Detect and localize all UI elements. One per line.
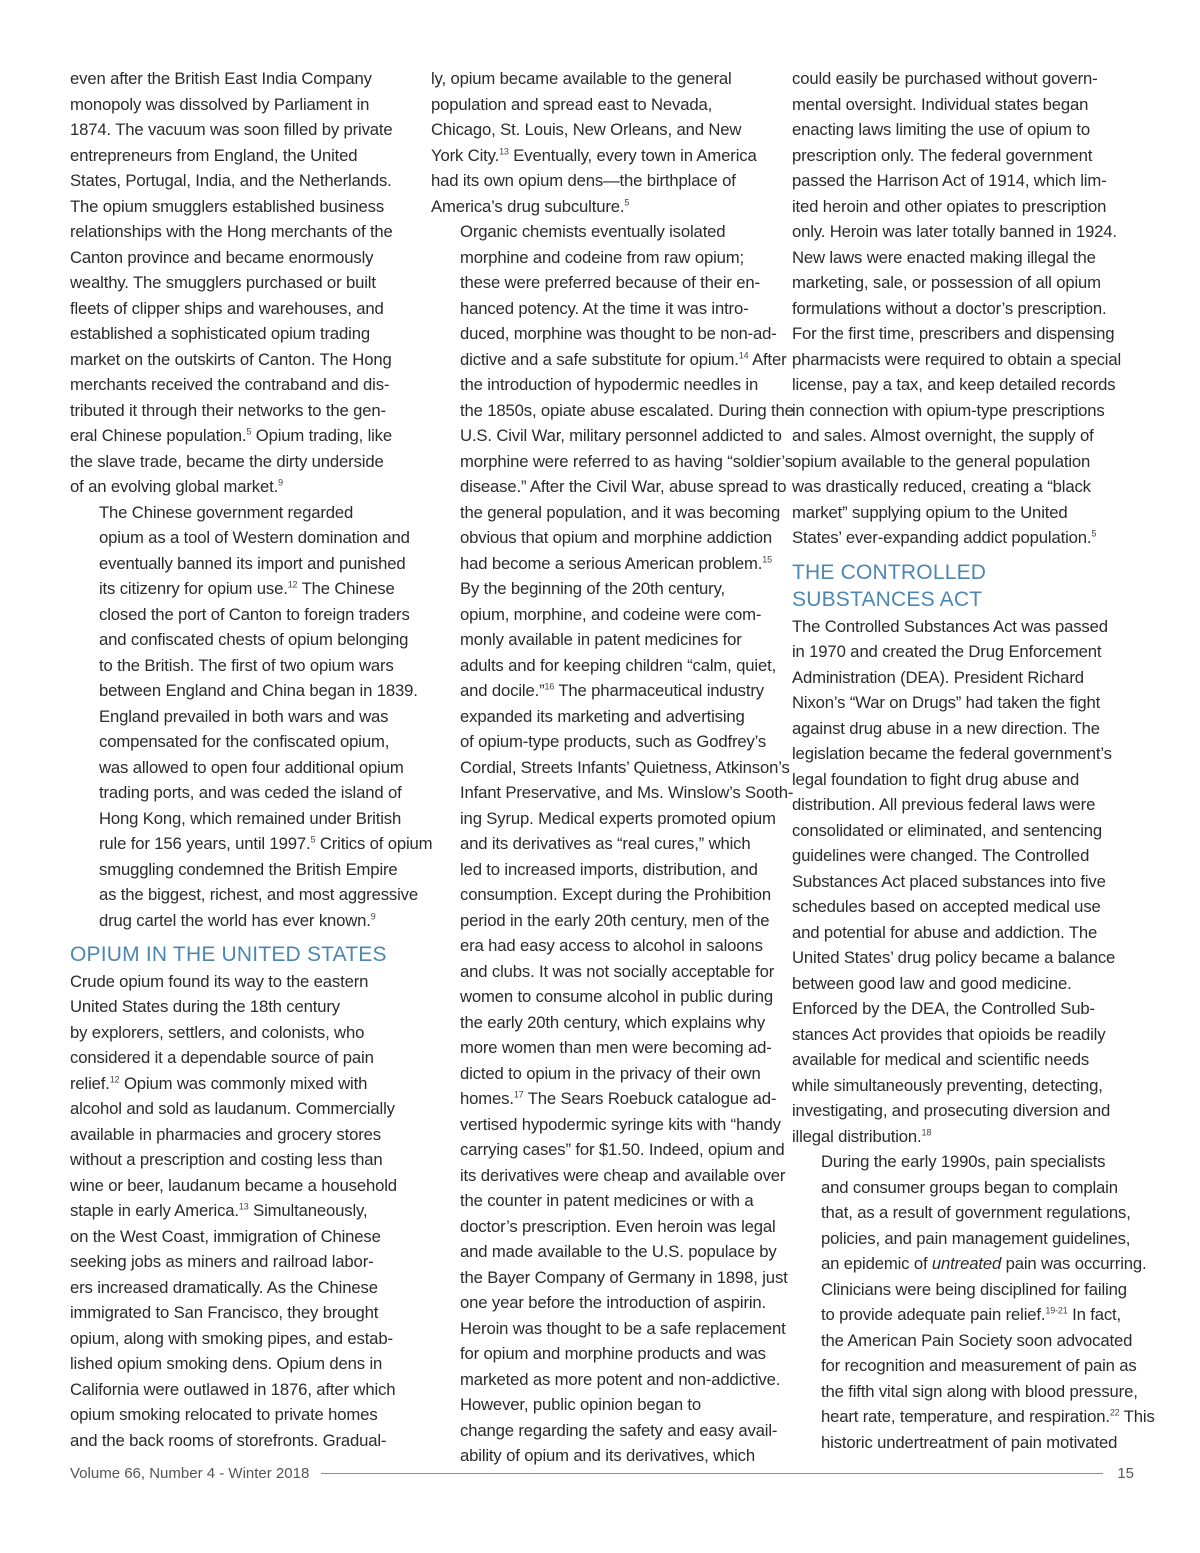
text-line: the Bayer Company of Germany in 1898, just bbox=[460, 1267, 788, 1287]
text-line: distribution. All previous federal laws were bbox=[792, 795, 1096, 814]
text-line: mental oversight. Individual states began bbox=[792, 94, 1089, 114]
text-line: established a sophisticated opium trading bbox=[70, 324, 370, 343]
text-line: eral Chinese population.$^5$ Opium trading, like bbox=[70, 426, 393, 445]
citation-ref: 19-21 bbox=[1045, 1305, 1068, 1316]
text-line: had its own opium dens—the birthplace of bbox=[431, 171, 736, 190]
text-line: disease.” After the Civil War, abuse spread to bbox=[460, 477, 787, 496]
text-line: guidelines were changed. The Controlled bbox=[792, 846, 1090, 865]
text-line: Heroin was thought to be a safe replacement bbox=[460, 1318, 786, 1338]
text-line: and the back rooms of storefronts. Gradual- bbox=[70, 1430, 387, 1450]
text-line: heart rate, temperature, and respiration.$^{22}$ This bbox=[821, 1407, 1155, 1426]
citation-ref: 5 bbox=[624, 196, 630, 207]
text-line: staple in early America.$^{13}$ Simultaneously, bbox=[70, 1201, 368, 1220]
text-line: had become a serious American problem.$^{15}$ bbox=[460, 553, 772, 573]
text-line: doctor’s prescription. Even heroin was legal bbox=[460, 1216, 776, 1236]
text-line: Nixon’s “War on Drugs” had taken the fight bbox=[792, 693, 1101, 712]
text-line: The Controlled Substances Act was passed bbox=[792, 616, 1108, 636]
text-line: marketing, sale, or possession of all opium bbox=[792, 273, 1101, 292]
text-line: Crude opium found its way to the eastern bbox=[70, 971, 369, 991]
text-line: ability of opium and its derivatives, which bbox=[460, 1446, 755, 1465]
text-line: illegal distribution.$^{18}$ bbox=[792, 1126, 932, 1146]
text-line: adults and for keeping children “calm, quiet, bbox=[460, 655, 777, 675]
text-line: formulations without a doctor’s prescription. bbox=[792, 298, 1107, 318]
text-line: eventually banned its import and punished bbox=[99, 553, 406, 573]
text-line: could easily be purchased without govern- bbox=[792, 69, 1098, 88]
text-line: the fifth vital sign along with blood pressure, bbox=[821, 1381, 1138, 1401]
text-line: to provide adequate pain relief.$^{19-21}$ In fact, bbox=[821, 1305, 1122, 1324]
text-line: drug cartel the world has ever known.$^9$ bbox=[99, 910, 376, 930]
citation-ref: 13 bbox=[499, 145, 509, 156]
text-line: and confiscated chests of opium belonging bbox=[99, 630, 409, 649]
text-line: obvious that opium and morphine addiction bbox=[460, 528, 773, 547]
text-line: of opium-type products, such as Godfrey’s bbox=[460, 732, 767, 751]
text-line: York City.$^{13}$ Eventually, every town in America bbox=[431, 145, 757, 165]
text-line: homes.$^{17}$ The Sears Roebuck catalogue ad- bbox=[460, 1089, 777, 1108]
text-line: against drug abuse in a new direction. The bbox=[792, 718, 1100, 738]
text-line: its derivatives were cheap and available over bbox=[460, 1165, 786, 1185]
citation-ref: 9 bbox=[278, 477, 283, 488]
text-line: and consumer groups began to complain bbox=[821, 1177, 1118, 1197]
citation-ref: 18 bbox=[921, 1126, 932, 1137]
text-line: carrying cases” for $1.50. Indeed, opium and bbox=[460, 1140, 785, 1159]
text-line: and sales. Almost overnight, the supply of bbox=[792, 426, 1094, 445]
text-line: U.S. Civil War, military personnel addicted to bbox=[460, 426, 782, 445]
text-line: legislation became the federal government’s bbox=[792, 744, 1112, 763]
text-line: Chicago, St. Louis, New Orleans, and New bbox=[431, 120, 742, 139]
paragraph bbox=[431, 576, 794, 1392]
text-line: marketed as more potent and non-addictive. bbox=[460, 1369, 781, 1389]
paragraph bbox=[792, 66, 1132, 551]
text-line: opium, morphine, and codeine were com- bbox=[460, 604, 762, 624]
page-footer bbox=[70, 1462, 1134, 1484]
text-line: merchants received the contraband and dis- bbox=[70, 375, 390, 394]
text-line: relationships with the Hong merchants of the bbox=[70, 222, 393, 241]
paragraph bbox=[70, 969, 412, 1454]
text-line: compensated for the confiscated opium, bbox=[99, 732, 390, 751]
text-line: Clinicians were being disciplined for failing bbox=[821, 1279, 1127, 1299]
paragraph bbox=[431, 219, 794, 576]
text-line: Substances Act placed substances into five bbox=[792, 871, 1106, 891]
text-line: dictive and a safe substitute for opium.$^{14}$ After bbox=[460, 349, 787, 369]
text-line: between England and China began in 1839. bbox=[99, 681, 418, 700]
article-column-2 bbox=[431, 66, 794, 1469]
text-line: the slave trade, became the dirty underside bbox=[70, 451, 384, 471]
text-line: in 1970 and created the Drug Enforcement bbox=[792, 642, 1102, 661]
text-line: 1874. The vacuum was soon filled by private bbox=[70, 120, 393, 139]
text-line: the introduction of hypodermic needles in bbox=[460, 375, 759, 394]
text-line: the American Pain Society soon advocated bbox=[821, 1330, 1133, 1350]
text-line: that, as a result of government regulations, bbox=[821, 1203, 1131, 1222]
text-line: change regarding the safety and easy avail- bbox=[460, 1420, 778, 1440]
text-line: even after the British East India Company bbox=[70, 69, 372, 88]
citation-ref: 5 bbox=[246, 426, 252, 437]
text-line: wine or beer, laudanum became a household bbox=[70, 1175, 397, 1195]
text-line: the 1850s, opiate abuse escalated. During the bbox=[460, 400, 794, 420]
text-line: an epidemic of untreated pain was occurring. bbox=[821, 1254, 1147, 1273]
text-line: closed the port of Canton to foreign traders bbox=[99, 604, 410, 624]
text-line: and clubs. It was not socially acceptable for bbox=[460, 961, 775, 981]
text-line: smuggling condemned the British Empire bbox=[99, 859, 398, 879]
paragraph bbox=[431, 66, 773, 219]
text-line: schedules based on accepted medical use bbox=[792, 897, 1101, 916]
text-line: California were outlawed in 1876, after which bbox=[70, 1379, 396, 1399]
citation-ref: 15 bbox=[762, 553, 772, 564]
text-line: its citizenry for opium use.$^{12}$ The Chinese bbox=[99, 579, 395, 598]
citation-ref: 5 bbox=[310, 834, 316, 845]
text-line: United States’ drug policy became a balance bbox=[792, 948, 1116, 967]
text-line: New laws were enacted making illegal the bbox=[792, 247, 1096, 267]
text-line: policies, and pain management guidelines, bbox=[821, 1228, 1131, 1248]
text-line: by explorers, settlers, and colonists, who bbox=[70, 1022, 365, 1042]
text-line: Enforced by the DEA, the Controlled Sub- bbox=[792, 999, 1095, 1018]
text-line: these were preferred because of their en- bbox=[460, 273, 760, 292]
text-line: Cordial, Streets Infants’ Quietness, Atkinson’s bbox=[460, 757, 790, 777]
text-line: ers increased dramatically. As the Chinese bbox=[70, 1277, 378, 1297]
text-line: for recognition and measurement of pain as bbox=[821, 1356, 1137, 1375]
text-line: era had easy access to alcohol in saloons bbox=[460, 936, 763, 955]
text-line: monopoly was dissolved by Parliament in bbox=[70, 94, 370, 114]
text-line: ited heroin and other opiates to prescription bbox=[792, 196, 1107, 216]
text-line: market” supplying opium to the United bbox=[792, 502, 1068, 522]
text-line: During the early 1990s, pain specialists bbox=[821, 1152, 1106, 1171]
text-line: ing Syrup. Medical experts promoted opium bbox=[460, 808, 776, 828]
text-line: morphine and codeine from raw opium; bbox=[460, 247, 744, 267]
text-line: one year before the introduction of aspirin. bbox=[460, 1293, 767, 1312]
text-line: the early 20th century, which explains why bbox=[460, 1012, 766, 1032]
text-line: while simultaneously preventing, detecting, bbox=[792, 1075, 1103, 1095]
emphasis: untreated bbox=[931, 1254, 1002, 1273]
citation-ref: 12 bbox=[287, 579, 298, 590]
citation-ref: 13 bbox=[238, 1201, 249, 1212]
text-line: Hong Kong, which remained under British bbox=[99, 808, 402, 828]
text-line: lished opium smoking dens. Opium dens in bbox=[70, 1354, 383, 1373]
paragraph bbox=[70, 66, 412, 500]
text-line: as the biggest, richest, and most aggressive bbox=[99, 885, 418, 904]
text-line: Administration (DEA). President Richard bbox=[792, 667, 1084, 687]
paragraph bbox=[70, 500, 433, 934]
text-line: expanded its marketing and advertising bbox=[460, 706, 745, 726]
text-line: prescription only. The federal government bbox=[792, 145, 1093, 165]
citation-ref: 9 bbox=[370, 910, 376, 921]
issue-info: Volume 66, Number 4 - Winter 2018 bbox=[70, 1464, 310, 1482]
text-line: States’ ever-expanding addict population.$^5$ bbox=[792, 528, 1097, 547]
text-line: license, pay a tax, and keep detailed records bbox=[792, 375, 1116, 394]
text-line: led to increased imports, distribution, and bbox=[460, 859, 758, 879]
text-line: available in pharmacies and grocery stores bbox=[70, 1124, 381, 1144]
text-line: The opium smugglers established business bbox=[70, 196, 385, 216]
text-line: on the West Coast, immigration of Chinese bbox=[70, 1226, 381, 1246]
text-line: available for medical and scientific needs bbox=[792, 1050, 1090, 1069]
text-line: fleets of clipper ships and warehouses, and bbox=[70, 298, 384, 318]
text-line: and potential for abuse and addiction. The bbox=[792, 922, 1098, 942]
text-line: the counter in patent medicines or with a bbox=[460, 1191, 754, 1210]
paragraph bbox=[792, 614, 1132, 1150]
text-line: By the beginning of the 20th century, bbox=[460, 579, 726, 598]
text-line: passed the Harrison Act of 1914, which lim- bbox=[792, 171, 1107, 190]
text-line: wealthy. The smugglers purchased or built bbox=[70, 273, 376, 292]
text-line: opium, along with smoking pipes, and estab- bbox=[70, 1328, 393, 1348]
text-line: pharmacists were required to obtain a special bbox=[792, 349, 1122, 369]
text-line: more women than men were becoming ad- bbox=[460, 1038, 772, 1057]
citation-ref: 14 bbox=[738, 349, 749, 360]
text-line: women to consume alcohol in public during bbox=[460, 987, 773, 1006]
citation-ref: 17 bbox=[513, 1089, 524, 1100]
text-line: opium available to the general population bbox=[792, 451, 1091, 471]
text-line: in connection with opium-type prescriptions bbox=[792, 400, 1105, 420]
text-line: tributed it through their networks to the gen- bbox=[70, 400, 386, 420]
text-line: only. Heroin was later totally banned in 1924. bbox=[792, 222, 1117, 241]
text-line: For the first time, prescribers and dispensing bbox=[792, 324, 1115, 343]
article-column-1 bbox=[70, 66, 433, 1453]
text-line: Canton province and became enormously bbox=[70, 247, 374, 267]
text-line: and its derivatives as “real cures,” which bbox=[460, 834, 751, 853]
text-line: of an evolving global market.$^9$ bbox=[70, 477, 283, 496]
text-line: market on the outskirts of Canton. The Hong bbox=[70, 349, 392, 369]
text-line: stances Act provides that opioids be readily bbox=[792, 1024, 1106, 1044]
text-line: SUBSTANCES ACT bbox=[792, 588, 983, 611]
text-line: States, Portugal, India, and the Netherlands. bbox=[70, 171, 392, 190]
text-line: THE CONTROLLED bbox=[792, 560, 987, 584]
text-line: alcohol and sold as laudanum. Commercially bbox=[70, 1099, 395, 1118]
text-line: America’s drug subculture.$^5$ bbox=[431, 196, 630, 216]
footer-rule bbox=[321, 1473, 1103, 1474]
text-line: considered it a dependable source of pain bbox=[70, 1048, 374, 1067]
text-line: investigating, and prosecuting diversion and bbox=[792, 1101, 1111, 1120]
text-line: immigrated to San Francisco, they brought bbox=[70, 1303, 379, 1322]
text-line: was drastically reduced, creating a “black bbox=[792, 477, 1091, 496]
text-line: consolidated or eliminated, and sentencing bbox=[792, 820, 1103, 840]
text-line: morphine were referred to as having “soldier’s bbox=[460, 451, 793, 471]
text-line: Infant Preservative, and Ms. Winslow’s Sooth- bbox=[460, 783, 794, 802]
text-line: The Chinese government regarded bbox=[99, 502, 354, 522]
text-line: legal foundation to fight drug abuse and bbox=[792, 769, 1080, 789]
text-line: rule for 156 years, until 1997.$^5$ Critics of opium bbox=[99, 834, 433, 853]
citation-ref: 22 bbox=[1109, 1407, 1120, 1418]
text-line: the general population, and it was becoming bbox=[460, 502, 781, 522]
citation-ref: 12 bbox=[109, 1073, 120, 1084]
paragraph bbox=[431, 1392, 778, 1469]
text-line: dicted to opium in the privacy of their own bbox=[460, 1063, 761, 1083]
text-line: population and spread east to Nevada, bbox=[431, 94, 713, 114]
text-line: to the British. The first of two opium wars bbox=[99, 655, 394, 675]
text-line: without a prescription and costing less than bbox=[70, 1150, 383, 1169]
text-line: opium as a tool of Western domination and bbox=[99, 528, 410, 547]
citation-ref: 16 bbox=[544, 681, 555, 692]
text-line: trading ports, and was ceded the island of bbox=[99, 783, 402, 802]
text-line: opium smoking relocated to private homes bbox=[70, 1405, 378, 1424]
text-line: for opium and morphine products and was bbox=[460, 1344, 766, 1363]
text-line: relief.$^{12}$ Opium was commonly mixed with bbox=[70, 1073, 368, 1093]
page-number: 15 bbox=[1117, 1464, 1134, 1482]
text-line: consumption. Except during the Prohibition bbox=[460, 885, 771, 904]
text-line: ly, opium became available to the general bbox=[431, 69, 732, 88]
article-column-3 bbox=[792, 66, 1155, 1455]
text-line: England prevailed in both wars and was bbox=[99, 706, 389, 726]
citation-ref: 5 bbox=[1091, 528, 1097, 539]
paragraph bbox=[792, 1149, 1155, 1455]
text-line: United States during the 18th century bbox=[70, 997, 340, 1016]
text-line: enacting laws limiting the use of opium to bbox=[792, 120, 1090, 139]
text-line: OPIUM IN THE UNITED STATES bbox=[70, 943, 387, 966]
text-line: hanced potency. At the time it was intro- bbox=[460, 298, 749, 318]
text-line: monly available in patent medicines for bbox=[460, 630, 742, 649]
text-line: was allowed to open four additional opium bbox=[99, 757, 404, 777]
section-heading bbox=[792, 559, 1132, 614]
text-line: between good law and good medicine. bbox=[792, 973, 1072, 993]
section-heading bbox=[70, 941, 412, 969]
text-line: and docile.”$^{16}$ The pharmaceutical industry bbox=[460, 681, 764, 700]
text-line: Organic chemists eventually isolated bbox=[460, 222, 726, 241]
text-line: duced, morphine was thought to be non-ad- bbox=[460, 324, 777, 343]
text-line: period in the early 20th century, men of the bbox=[460, 910, 770, 930]
text-line: seeking jobs as miners and railroad labor- bbox=[70, 1252, 374, 1271]
text-line: and made available to the U.S. populace by bbox=[460, 1242, 777, 1261]
text-line: historic undertreatment of pain motivated bbox=[821, 1432, 1118, 1452]
text-line: entrepreneurs from England, the United bbox=[70, 145, 358, 165]
text-line: However, public opinion began to bbox=[460, 1395, 702, 1414]
text-line: vertised hypodermic syringe kits with “handy bbox=[460, 1114, 781, 1134]
